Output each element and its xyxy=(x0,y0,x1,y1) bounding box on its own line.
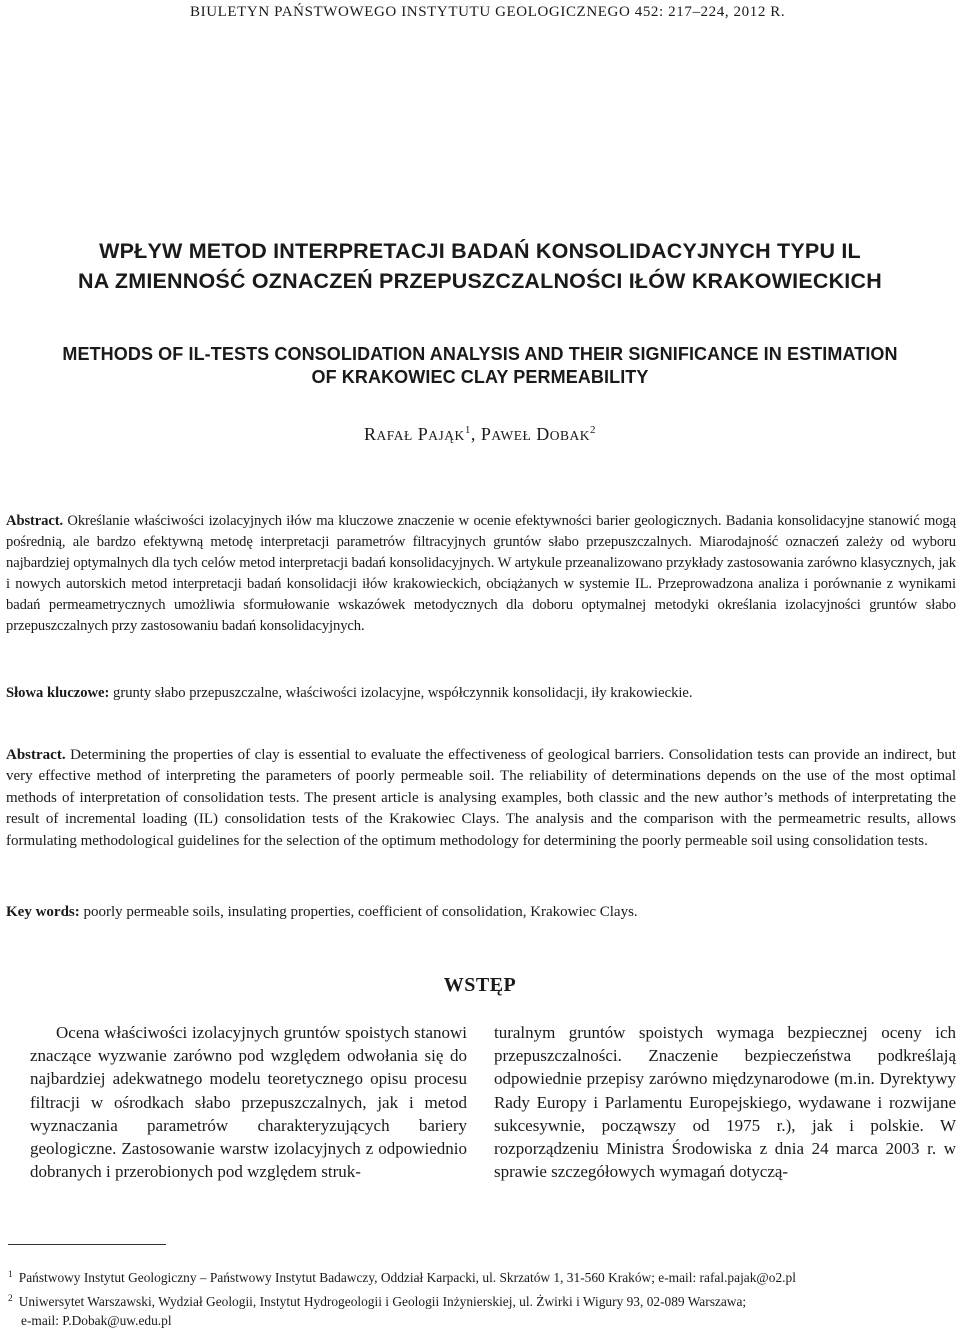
author-1-affiliation-mark: 1 xyxy=(464,424,471,436)
keywords-polish xyxy=(6,683,956,704)
section-heading: WSTĘP xyxy=(443,974,517,996)
author-1-first-initial: R xyxy=(364,424,377,444)
footnote-1-number: 1 xyxy=(8,1270,13,1280)
author-2-last-rest: OBAK xyxy=(549,428,590,443)
author-2-first-initial: P xyxy=(480,424,492,444)
english-title xyxy=(0,343,960,389)
abstract-english-label: Abstract. xyxy=(6,747,66,763)
footnote-2-number: 2 xyxy=(8,1294,13,1304)
keywords-polish-label: Słowa kluczowe: xyxy=(6,685,110,701)
keywords-polish-text: grunty słabo przepuszczalne, właściwości izolacyjne, współczynnik konsolidacji, iły krakowieckie. xyxy=(113,685,693,701)
english-title-line-2: OF KRAKOWIEC CLAY PERMEABILITY xyxy=(311,367,649,387)
footnote-2-text: Uniwersytet Warszawski, Wydział Geologii, Instytut Hydrogeologii i Geologii Inżynierskiej, ul. Żwirki i Wigury 93, 02-089 Warszawa; xyxy=(18,1294,747,1309)
keywords-english-text: poorly permeable soils, insulating properties, coefficient of consolidation, Krakowiec Clays. xyxy=(83,904,638,920)
abstract-english-text: Determining the properties of clay is essential to evaluate the effectiveness of geological barriers. Consolidation tests can provide an indirect, but very effective method of interpreting the parameters of poorly permeable soil. The reliability of determinations depends on the use of the most optimal methods of interpretation of consolidation tests. The present article is analysing examples, both classic and the new author’s methods of interpretating the result of incremental loading (IL) consolidation tests of the Krakowiec Clays. The analysis and the comparison with the permeametric results, allows formulating methodological guidelines for the selection of the optimum methodology for determining the poorly permeable soil using consolidation tests. xyxy=(6,747,956,849)
author-2-first-rest: AWEŁ xyxy=(491,428,532,443)
author-2-affiliation-mark: 2 xyxy=(590,424,596,436)
abstract-english xyxy=(6,745,956,852)
polish-title-line-2: NA ZMIENNOŚĆ OZNACZEŃ PRZEPUSZCZALNOŚCI IŁÓW KRAKOWIECKICH xyxy=(78,269,882,293)
body-column-right: turalnym gruntów spoistych wymaga bezpiecznej oceny ich przepuszczalności. Znaczenie bezpieczeństwa podkreślają odpowiednie przepisy zarówno międzynarodowe (m.in. Dyrektywy Rady Europy i Parlamentu Europejskiego, wydawane i rozwijane sukcesywnie, począwszy od 1975 r.), jak i polskie. W rozporządzeniu Ministra Środowiska z dnia 24 marca 2003 r. w sprawie szczegółowych wymagań dotyczą- xyxy=(494,1023,956,1182)
author-1-last-rest: AJĄK xyxy=(428,428,465,443)
journal-header: BIULETYN PAŃSTWOWEGO INSTYTUTU GEOLOGICZNEGO 452: 217–224, 2012 R. xyxy=(190,4,786,20)
authors xyxy=(0,424,960,445)
english-title-line-1: METHODS OF IL-TESTS CONSOLIDATION ANALYSIS AND THEIR SIGNIFICANCE IN ESTIMATION xyxy=(62,344,898,364)
footnote-1-text: Państwowy Instytut Geologiczny – Państwowy Instytut Badawczy, Oddział Karpacki, ul. Skrzatów 1, 31-560 Kraków; e-mail: rafal.pajak@o2.pl xyxy=(18,1270,796,1285)
footnote-2 xyxy=(8,1290,953,1330)
author-1-first-rest: AFAŁ xyxy=(376,428,413,443)
footnote-1 xyxy=(8,1266,953,1287)
abstract-polish-text: Określanie właściwości izolacyjnych iłów ma kluczowe znaczenie w ocenie efektywności barier geologicznych. Badania konsolidacyjne stanowić mogą pośrednią, ale bardzo efektywną metodę interpretacji parametrów filtracyjnych gruntów słabo przepuszczalnych. Miarodajność oznaczeń zależy od wyboru najbardziej optymalnych dla tych celów metod interpretacji badań konsolidacyjnych. W artykule przeanalizowano przykłady zastosowania zarówno klasycznych, jak i nowych autorskich metod interpretacji badań konsolidacji iłów krakowieckich, obciążanych w systemie IL. Przeprowadzona analiza i porównanie z wynikami badań permeametrycznych umożliwia sformułowanie wskazówek metodycznych dla doboru optymalnej metodyki określania izolacyjności gruntów słabo przepuszczalnych przy zastosowaniu badań konsolidacyjnych. xyxy=(6,513,956,634)
polish-title xyxy=(0,236,960,296)
author-1-last-initial: P xyxy=(417,424,429,444)
footnote-2-email: e-mail: P.Dobak@uw.edu.pl xyxy=(21,1313,172,1328)
keywords-english xyxy=(6,902,956,923)
author-separator: , xyxy=(470,424,481,444)
abstract-polish-label: Abstract. xyxy=(6,513,64,529)
body-column-left: Ocena właściwości izolacyjnych gruntów spoistych stanowi znaczące wyzwanie zarówno pod względem odwołania się do najbardziej adekwatnego modelu teoretycznego opisu procesu filtracji w ośrodkach słabo przepuszczalnych, jak i metod wyznaczania parametrów charakteryzujących bariery geologiczne. Zastosowanie warstw izolacyjnych z odpowiednio dobranych i przerobionych pod względem struk- xyxy=(30,1023,467,1182)
polish-title-line-1: WPŁYW METOD INTERPRETACJI BADAŃ KONSOLIDACYJNYCH TYPU IL xyxy=(99,239,861,263)
abstract-polish xyxy=(6,511,956,637)
author-2-last-initial: D xyxy=(536,424,550,444)
footnote-divider xyxy=(8,1244,166,1245)
keywords-english-label: Key words: xyxy=(6,904,80,920)
